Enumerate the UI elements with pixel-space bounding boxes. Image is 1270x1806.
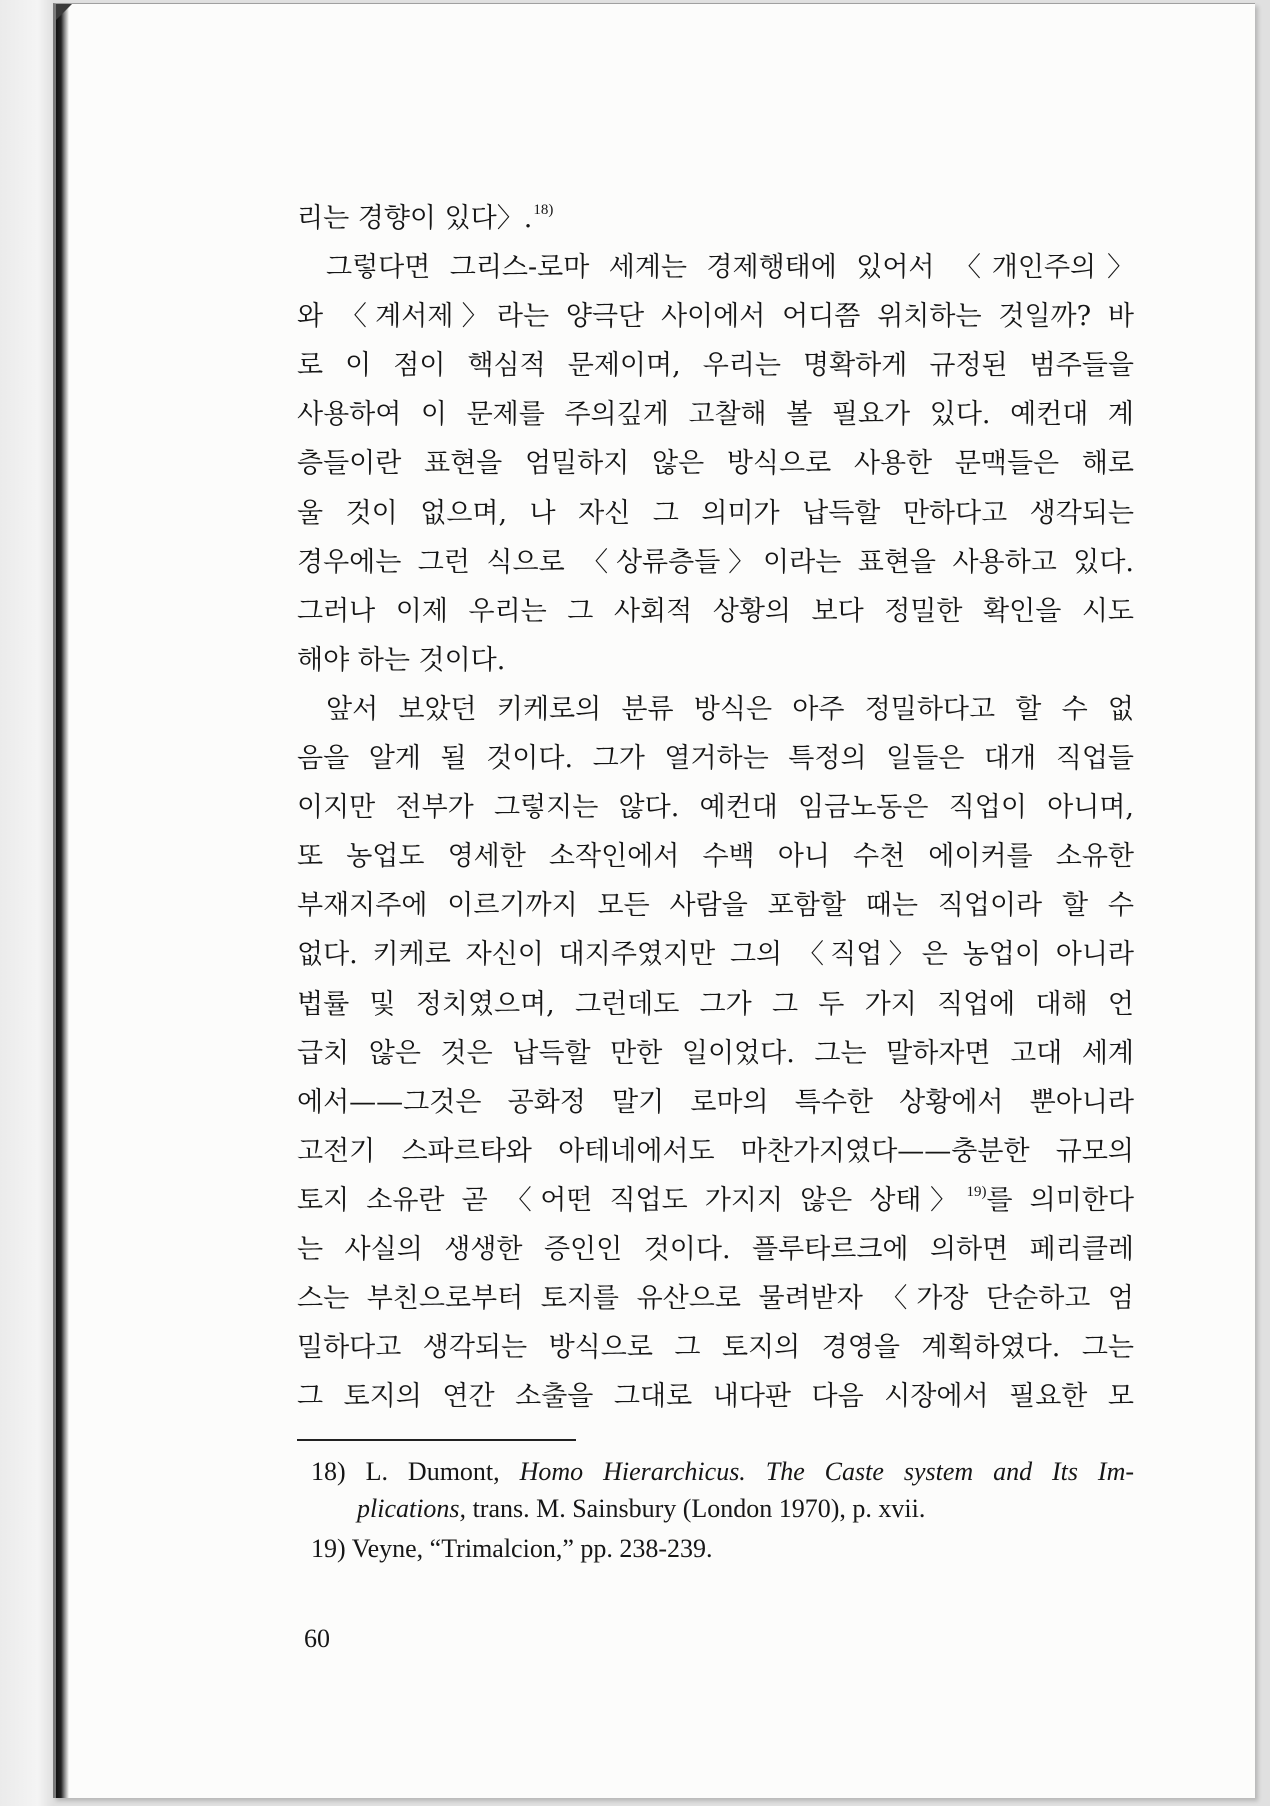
body-line [297,1029,1134,1078]
line-text: 와 〈계서제〉라는 양극단 사이에서 어디쯤 위치하는 것일까? 바 [297,301,1134,333]
body-line [297,587,1134,636]
footnote-text: Veyne, “Trimalcion,” pp. 238-239. [351,1534,713,1563]
body-line [297,685,1134,734]
body-line [297,489,1134,538]
body-line [297,341,1134,390]
line-text: 음을 알게 될 것이다. 그가 열거하는 특정의 일들은 대개 직업들 [297,743,1134,775]
line-text: 이지만 전부가 그렇지는 않다. 예컨대 임금노동은 직업이 아니며, [297,792,1134,824]
line-text: 그러나 이제 우리는 그 사회적 상황의 보다 정밀한 확인을 시도 [297,595,1134,627]
body-line [297,390,1134,439]
footnote-ref: 18) [533,202,554,219]
line-text: 로 이 점이 핵심적 문제이며, 우리는 명확하게 규정된 범주들을 [297,350,1134,382]
footnote-author: L. Dumont, [365,1457,500,1486]
line-text: 그 토지의 연간 소출을 그대로 내다판 다음 시장에서 필요한 모 [297,1381,1134,1413]
line-text: 밀하다고 생각되는 방식으로 그 토지의 경영을 계획하였다. 그는 [297,1332,1134,1364]
line-text: 토지 소유란 곧 〈어떤 직업도 가지지 않은 상태〉 [297,1184,966,1216]
line-text: 부재지주에 이르기까지 모든 사람을 포함할 때는 직업이라 할 수 [297,890,1134,922]
body-line [297,1127,1134,1176]
body-line [297,194,1134,243]
line-text: 스는 부친으로부터 토지를 유산으로 물려받자 〈가장 단순하고 엄 [297,1283,1134,1315]
body-line [297,1372,1134,1421]
line-text: 경우에는 그런 식으로 〈상류층들〉이라는 표현을 사용하고 있다. [297,546,1134,578]
footnote-divider [297,1439,576,1441]
book-page [53,3,1255,1798]
footnote-title: plications, [357,1494,467,1523]
body-line [297,439,1134,488]
line-text: 급치 않은 것은 납득할 만한 일이었다. 그는 말하자면 고대 세계 [297,1037,1134,1069]
footnote-details: trans. M. Sainsbury (London 1970), p. xvii. [472,1494,926,1523]
page-spine-shadow [56,4,69,1798]
line-text: 앞서 보았던 키케로의 분류 방식은 아주 정밀하다고 할 수 없 [326,693,1134,725]
footnote-18-continued [357,1492,925,1526]
body-line [297,1176,1134,1225]
line-text: 층들이란 표현을 엄밀하지 않은 방식으로 사용한 문맥들은 해로 [297,448,1134,480]
line-text: 리는 경향이 있다〉. [297,203,533,234]
line-text: 고전기 스파르타와 아테네에서도 마찬가지였다——충분한 규모의 [297,1135,1134,1167]
body-line [297,1323,1134,1372]
page-number: 60 [304,1624,330,1653]
footnote-number: 19) [311,1534,346,1563]
body-line [297,1274,1134,1323]
body-line [297,636,1134,685]
footnote-18 [311,1455,1134,1489]
footnote-number: 18) [311,1457,346,1486]
line-text: 해야 하는 것이다. [297,644,506,676]
line-text: 그렇다면 그리스-로마 세계는 경제행태에 있어서 〈개인주의〉 [326,252,1134,284]
body-line [297,783,1134,832]
body-line [297,832,1134,881]
body-line [297,292,1134,341]
line-text: 에서——그것은 공화정 말기 로마의 특수한 상황에서 뿐아니라 [297,1086,1134,1118]
body-line [297,980,1134,1029]
line-text: 없다. 키케로 자신이 대지주였지만 그의 〈직업〉은 농업이 아니라 [297,939,1134,971]
body-text [297,194,1134,1421]
line-text: 울 것이 없으며, 나 자신 그 의미가 납득할 만하다고 생각되는 [297,497,1134,529]
body-line [297,538,1134,587]
page-corner-fold [56,4,72,20]
line-text: 또 농업도 영세한 소작인에서 수백 아니 수천 에이커를 소유한 [297,841,1134,873]
footnote-title: Homo Hierarchicus. The Caste system and Its Im- [519,1457,1135,1486]
line-text: 를 의미한다 [986,1184,1134,1216]
body-line [297,930,1134,979]
body-line [297,1225,1134,1274]
body-line [297,734,1134,783]
line-text: 법률 및 정치였으며, 그런데도 그가 그 두 가지 직업에 대해 언 [297,988,1134,1020]
footnote-ref: 19) [966,1184,987,1201]
line-text: 는 사실의 생생한 증인인 것이다. 플루타르크에 의하면 페리클레 [297,1233,1134,1265]
body-line [297,243,1134,292]
body-line [297,881,1134,930]
body-line [297,1078,1134,1127]
footnote-19 [311,1532,713,1566]
line-text: 사용하여 이 문제를 주의깊게 고찰해 볼 필요가 있다. 예컨대 계 [297,399,1134,431]
